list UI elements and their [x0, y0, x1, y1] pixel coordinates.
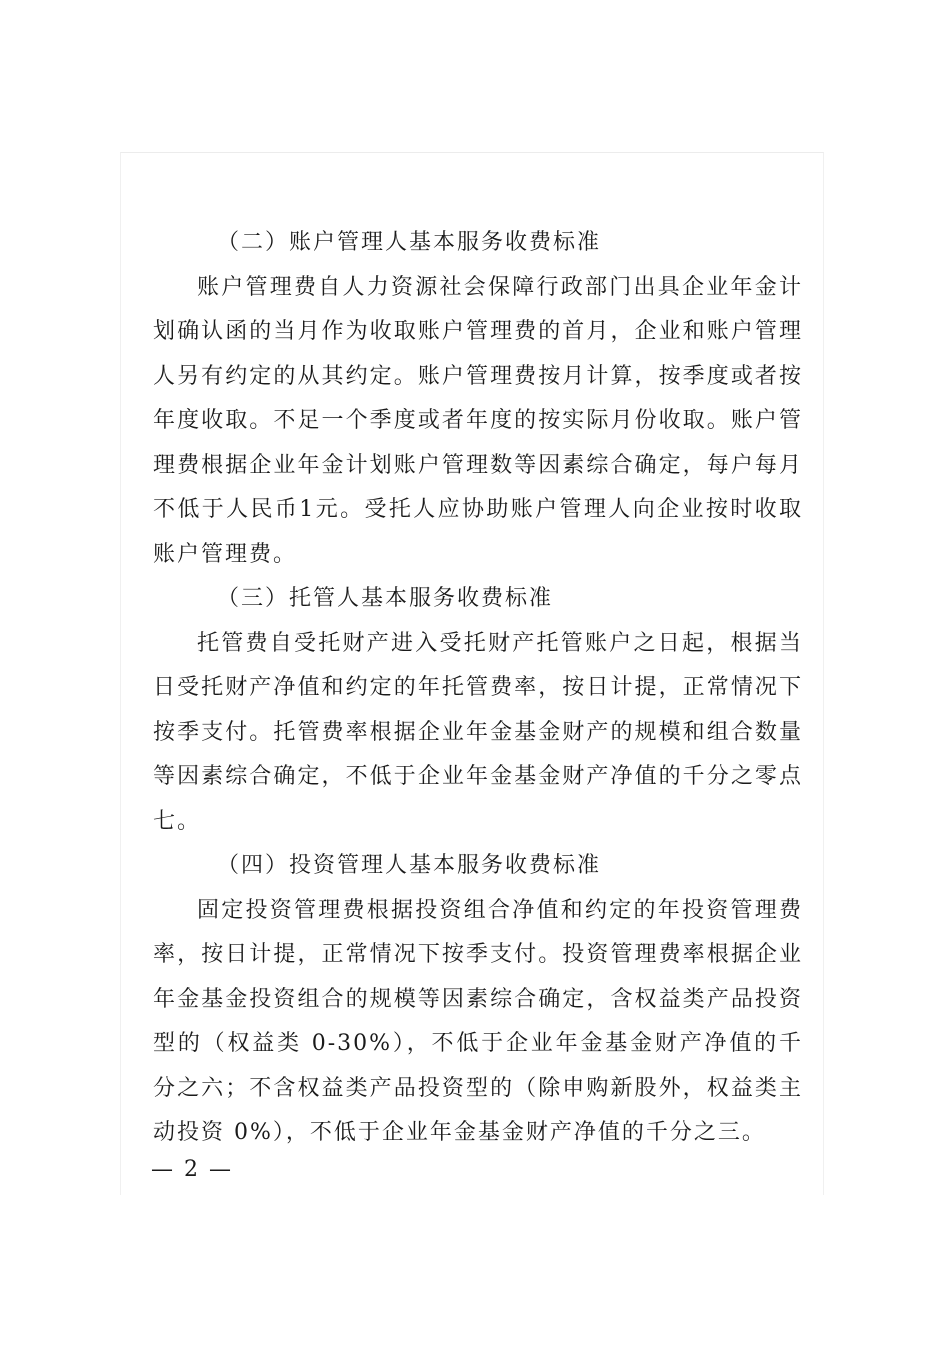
section-body-account-manager: 账户管理费自人力资源社会保障行政部门出具企业年金计划确认函的当月作为收取账户管理费的首月，企业和账户管理人另有约定的从其约定。账户管理费按月计算，按季度或者按年度收取。不足一个季度或者年度的按实际月份收取。账户管理费根据企业年金计划账户管理数等因素综合确定，每户每月不低于人民币1元。受托人应协助账户管理人向企业按时收取账户管理费。	[153, 274, 803, 567]
document-page	[120, 152, 824, 1195]
section-heading-account-manager: （二）账户管理人基本服务收费标准	[217, 230, 602, 255]
section-heading-investment-manager: （四）投资管理人基本服务收费标准	[217, 853, 602, 878]
document-body	[153, 221, 803, 1156]
page-number: — 2 —	[151, 1157, 233, 1182]
section-heading-custodian: （三）托管人基本服务收费标准	[217, 586, 554, 611]
section-body-custodian: 托管费自受托财产进入受托财产托管账户之日起，根据当日受托财产净值和约定的年托管费率，按日计提，正常情况下按季支付。托管费率根据企业年金基金财产的规模和组合数量等因素综合确定，不低于企业年金基金财产净值的千分之零点七。	[153, 630, 803, 834]
section-body-investment-manager: 固定投资管理费根据投资组合净值和约定的年投资管理费率，按日计提，正常情况下按季支付。投资管理费率根据企业年金基金投资组合的规模等因素综合确定，含权益类产品投资型的（权益类 0-30%），不低于企业年金基金财产净值的千分之六；不含权益类产品投资型的（除申购新股外，权益类主动投资 0%），不低于企业年金基金财产净值的千分之三。	[153, 897, 803, 1145]
